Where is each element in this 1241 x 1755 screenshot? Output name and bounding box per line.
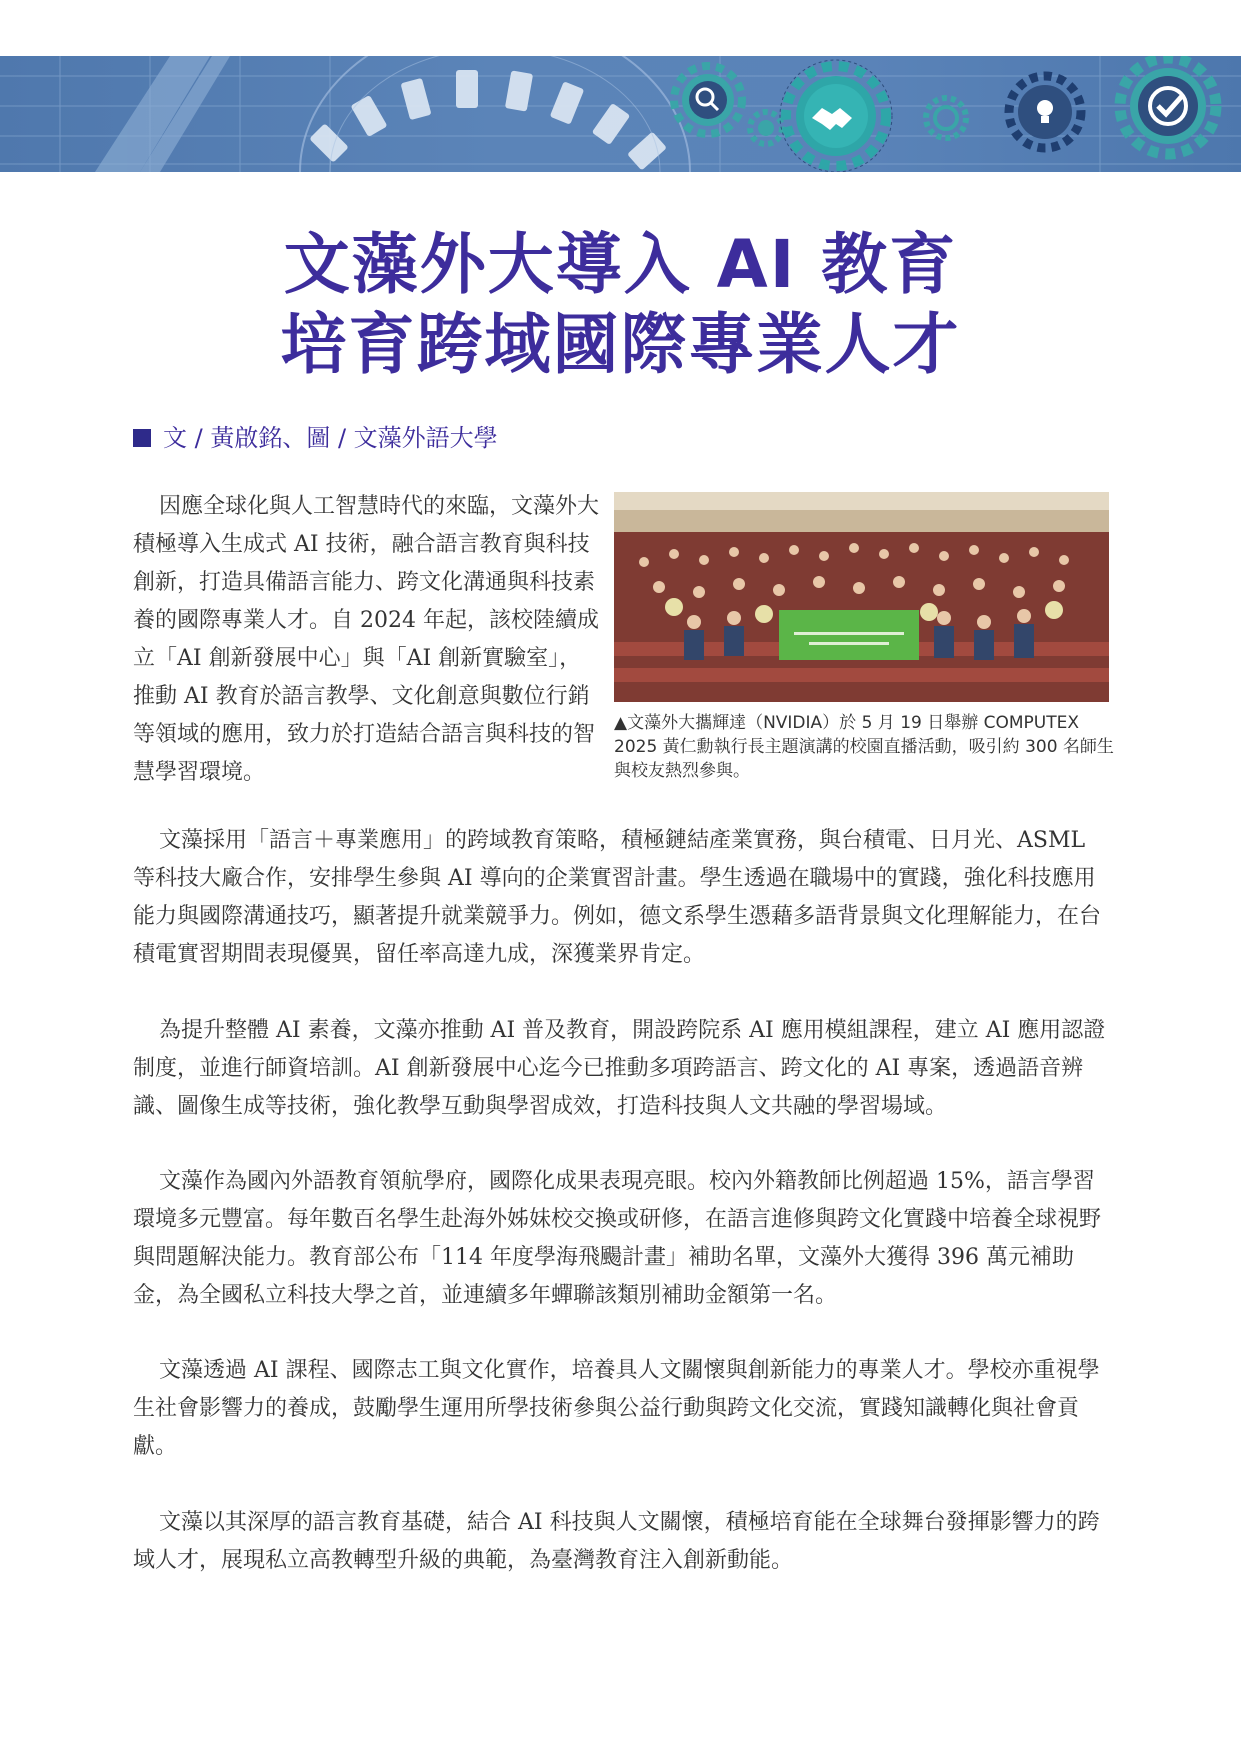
- gear-icon: [750, 112, 782, 144]
- paragraph-4: 文藻作為國內外語教育領航學府，國際化成果表現亮眼。校內外籍教師比例超過 15%，語言學習環境多元豐富。每年數百名學生赴海外姊妹校交換或研修，在語言進修與跨文化實踐中培養全球視野與問題解決能力。教育部公布「114 年度學海飛颺計畫」補助名單，文藻外大獲得 396 萬元補助金，為全國私立科技大學之首，並連續多年蟬聯該類別補助金額第一名。: [133, 1169, 1102, 1308]
- header-banner: [0, 56, 1241, 172]
- paragraph-2: 文藻採用「語言＋專業應用」的跨域教育策略，積極鏈結產業實務，與台積電、日月光、ASML 等科技大廠合作，安排學生參與 AI 導向的企業實習計畫。學生透過在職場中的實踐，強化科技應用能力與國際溝通技巧，顯著提升就業競爭力。例如，德文系學生憑藉多語背景與文化理解能力，在台積電實習期間表現優異，留任率高達九成，深獲業界肯定。: [133, 828, 1102, 967]
- byline-text: 文 / 黃啟銘、圖 / 文藻外語大學: [163, 424, 498, 452]
- paragraph-1: 因應全球化與人工智慧時代的來臨，文藻外大積極導入生成式 AI 技術，融合語言教育與科技創新，打造具備語言能力、跨文化溝通與科技素養的國際專業人才。自 2024 年起，該校陸續成立「AI 創新發展中心」與「AI 創新實驗室」，推動 AI 教育於語言教學、文化創意與數位行銷等領域的應用，致力於打造結合語言與科技的智慧學習環境。: [133, 494, 600, 785]
- paragraph-5: 文藻透過 AI 課程、國際志工與文化實作，培養具人文關懷與創新能力的專業人才。學校亦重視學生社會影響力的養成，鼓勵學生運用所學技術參與公益行動與跨文化交流，實踐知識轉化與社會貢獻。: [133, 1358, 1100, 1459]
- checkmark-icon: [1120, 58, 1216, 154]
- paragraph-3: 為提升整體 AI 素養，文藻亦推動 AI 普及教育，開設跨院系 AI 應用模組課程，建立 AI 應用認證制度，並進行師資培訓。AI 創新發展中心迄今已推動多項跨語言、跨文化的 AI 專案，透過語音辨識、圖像生成等技術，強化教學互動與學習成效，打造科技與人文共融的學習場域。: [133, 1018, 1106, 1119]
- photo-caption: ▲文藻外大攜輝達（NVIDIA）於 5 月 19 日舉辦 COMPUTEX 2025 黃仁勳執行長主題演講的校園直播活動，吸引約 300 名師生與校友熱烈參與。: [614, 713, 1114, 781]
- search-icon: [674, 66, 742, 134]
- page-title-line-1: 文藻外大導入 AI 教育: [283, 226, 958, 303]
- handshake-icon: [780, 60, 892, 172]
- page-title-line-2: 培育跨域國際專業人才: [280, 306, 961, 383]
- gear-icon: [926, 98, 966, 138]
- lightbulb-icon: [1009, 76, 1081, 148]
- event-photo: [614, 492, 1109, 702]
- decorative-arc: [309, 70, 667, 171]
- byline: [133, 418, 498, 453]
- paragraph-6: 文藻以其深厚的語言教育基礎，結合 AI 科技與人文關懷，積極培育能在全球舞台發揮影響力的跨域人才，展現私立高教轉型升級的典範，為臺灣教育注入創新動能。: [133, 1510, 1100, 1573]
- square-bullet-icon: [133, 429, 151, 447]
